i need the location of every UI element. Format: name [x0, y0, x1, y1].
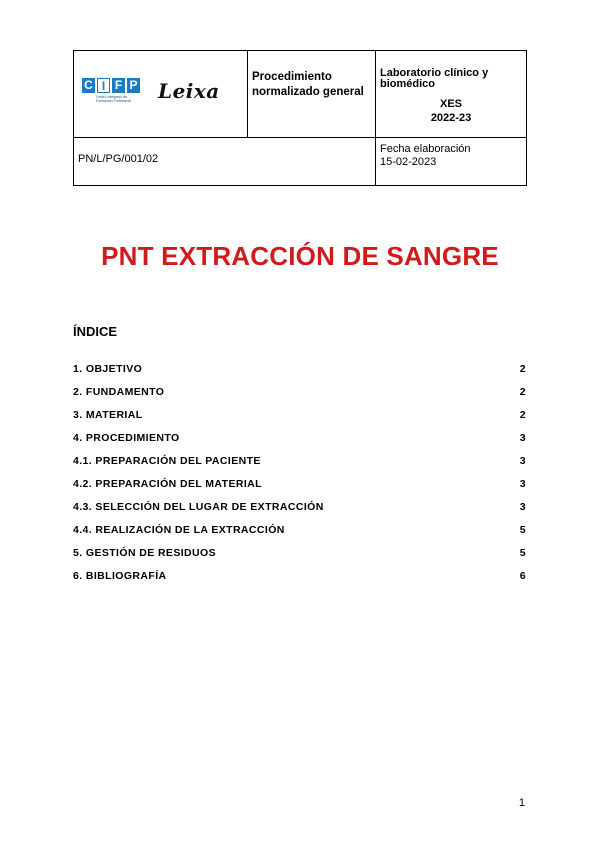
- cifp-logo-letter: I: [97, 78, 110, 93]
- toc-entry[interactable]: [73, 409, 527, 432]
- school-year: 2022-23: [430, 112, 472, 124]
- header-table: [73, 50, 527, 186]
- cifp-logo-subtitle: Centro Integrado de Formación Profesional: [96, 95, 132, 103]
- lab-cell: [376, 51, 526, 137]
- toc-entry-label: 6. BIBLIOGRAFÍA: [73, 570, 167, 582]
- date-cell: [376, 138, 526, 186]
- procedure-type-cell: [248, 51, 375, 137]
- toc-entry-label: 1. OBJETIVO: [73, 363, 143, 375]
- cifp-logo: [82, 78, 140, 103]
- toc-entry[interactable]: [73, 570, 527, 593]
- toc-entry-page: 3: [519, 478, 526, 490]
- toc-entry-page: 5: [519, 524, 526, 536]
- toc-entry-page: 3: [519, 501, 526, 513]
- toc-entry-page: 6: [519, 570, 526, 582]
- toc-entry-label: 4.2. PREPARACIÓN DEL MATERIAL: [73, 478, 262, 490]
- toc-entry-label: 4. PROCEDIMIENTO: [73, 432, 180, 444]
- document-code-cell: [74, 138, 375, 186]
- page-number: 1: [518, 797, 525, 809]
- toc-entry[interactable]: [73, 501, 527, 524]
- toc-entry[interactable]: [73, 455, 527, 478]
- date-label: Fecha elaboración: [380, 143, 471, 155]
- toc-entry-page: 2: [519, 409, 526, 421]
- leixa-logo: Leixa: [158, 79, 220, 103]
- toc-entry-label: 3. MATERIAL: [73, 409, 143, 421]
- toc-entry[interactable]: [73, 386, 527, 409]
- toc-entry[interactable]: [73, 547, 527, 570]
- toc-entry[interactable]: [73, 363, 527, 386]
- toc-entry-label: 2. FUNDAMENTO: [73, 386, 165, 398]
- toc-entry-page: 3: [519, 432, 526, 444]
- toc-entry-page: 2: [519, 363, 526, 375]
- procedure-type-line: normalizado general: [252, 86, 364, 98]
- procedure-type-line: Procedimiento: [252, 71, 332, 83]
- document-code: PN/L/PG/001/02: [78, 153, 159, 165]
- school-name: XES: [439, 98, 462, 110]
- toc-entry-page: 2: [519, 386, 526, 398]
- cifp-logo-letter: P: [127, 78, 140, 93]
- toc-entry-label: 4.1. PREPARACIÓN DEL PACIENTE: [73, 455, 261, 467]
- toc-entry-label: 4.4. REALIZACIÓN DE LA EXTRACCIÓN: [73, 524, 285, 536]
- toc-entry-label: 4.3. SELECCIÓN DEL LUGAR DE EXTRACCIÓN: [73, 501, 324, 513]
- toc-entry-page: 5: [519, 547, 526, 559]
- index-heading: ÍNDICE: [73, 324, 118, 339]
- cifp-logo-letter: F: [112, 78, 125, 93]
- header-logos-cell: [74, 51, 247, 137]
- toc-entry[interactable]: [73, 524, 527, 547]
- toc-entry-label: 5. GESTIÓN DE RESIDUOS: [73, 547, 216, 559]
- document-title: PNT EXTRACCIÓN DE SANGRE: [101, 241, 499, 271]
- table-of-contents: [73, 363, 527, 593]
- lab-name-line: Laboratorio clínico y: [380, 67, 489, 79]
- toc-entry[interactable]: [73, 432, 527, 455]
- cifp-logo-letter: C: [82, 78, 95, 93]
- lab-name-line: biomédico: [380, 78, 436, 90]
- date-value: 15-02-2023: [380, 156, 437, 168]
- toc-entry[interactable]: [73, 478, 527, 501]
- toc-entry-page: 3: [519, 455, 526, 467]
